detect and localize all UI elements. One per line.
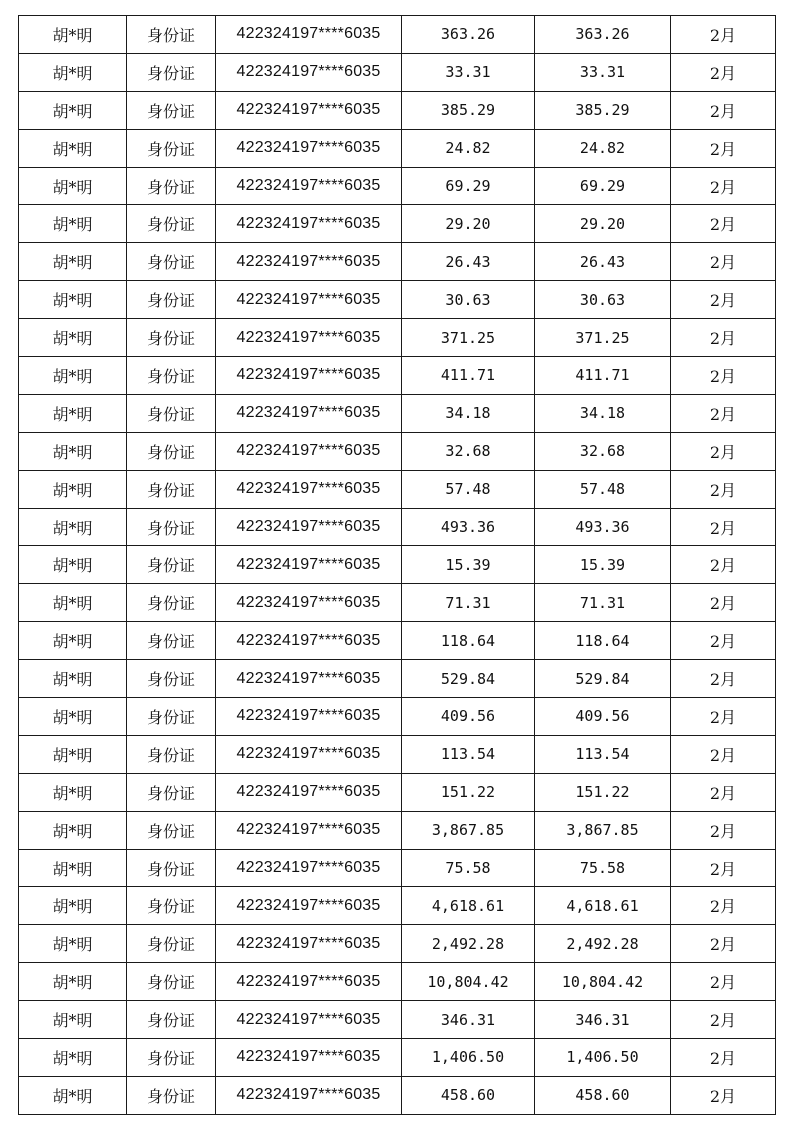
id-type-cell: 身份证	[127, 129, 216, 167]
id-type-cell: 身份证	[127, 357, 216, 395]
table-row	[19, 622, 776, 660]
month-cell: 2月	[671, 53, 776, 91]
month-cell: 2月	[671, 394, 776, 432]
name-cell: 胡*明	[19, 925, 127, 963]
month-cell: 2月	[671, 546, 776, 584]
table-row	[19, 129, 776, 167]
id-type-cell: 身份证	[127, 281, 216, 319]
amount-cell: 458.60	[402, 1076, 535, 1114]
month-cell: 2月	[671, 660, 776, 698]
name-cell: 胡*明	[19, 773, 127, 811]
month-cell: 2月	[671, 1001, 776, 1039]
name-cell: 胡*明	[19, 205, 127, 243]
month-cell: 2月	[671, 470, 776, 508]
amount-paid-cell: 69.29	[535, 167, 671, 205]
id-number-cell: 422324197****6035	[216, 91, 402, 129]
id-number-cell: 422324197****6035	[216, 1076, 402, 1114]
id-type-cell: 身份证	[127, 887, 216, 925]
amount-cell: 346.31	[402, 1001, 535, 1039]
id-number-cell: 422324197****6035	[216, 167, 402, 205]
id-type-cell: 身份证	[127, 925, 216, 963]
month-cell: 2月	[671, 887, 776, 925]
table-row	[19, 698, 776, 736]
id-type-cell: 身份证	[127, 963, 216, 1001]
amount-paid-cell: 363.26	[535, 16, 671, 54]
amount-paid-cell: 32.68	[535, 432, 671, 470]
amount-paid-cell: 409.56	[535, 698, 671, 736]
amount-cell: 1,406.50	[402, 1039, 535, 1077]
table-row	[19, 205, 776, 243]
month-cell: 2月	[671, 773, 776, 811]
name-cell: 胡*明	[19, 167, 127, 205]
id-type-cell: 身份证	[127, 53, 216, 91]
table-row	[19, 357, 776, 395]
name-cell: 胡*明	[19, 243, 127, 281]
amount-cell: 24.82	[402, 129, 535, 167]
amount-cell: 151.22	[402, 773, 535, 811]
name-cell: 胡*明	[19, 281, 127, 319]
amount-paid-cell: 458.60	[535, 1076, 671, 1114]
table-row	[19, 1039, 776, 1077]
amount-cell: 118.64	[402, 622, 535, 660]
amount-cell: 385.29	[402, 91, 535, 129]
id-type-cell: 身份证	[127, 546, 216, 584]
amount-cell: 363.26	[402, 16, 535, 54]
amount-paid-cell: 371.25	[535, 319, 671, 357]
id-type-cell: 身份证	[127, 319, 216, 357]
amount-paid-cell: 151.22	[535, 773, 671, 811]
table-row	[19, 1076, 776, 1114]
amount-paid-cell: 26.43	[535, 243, 671, 281]
month-cell: 2月	[671, 849, 776, 887]
table-row	[19, 1001, 776, 1039]
id-number-cell: 422324197****6035	[216, 129, 402, 167]
id-number-cell: 422324197****6035	[216, 698, 402, 736]
table-row	[19, 887, 776, 925]
table-row	[19, 281, 776, 319]
id-number-cell: 422324197****6035	[216, 281, 402, 319]
month-cell: 2月	[671, 925, 776, 963]
id-number-cell: 422324197****6035	[216, 53, 402, 91]
amount-cell: 411.71	[402, 357, 535, 395]
name-cell: 胡*明	[19, 698, 127, 736]
id-number-cell: 422324197****6035	[216, 432, 402, 470]
id-number-cell: 422324197****6035	[216, 546, 402, 584]
name-cell: 胡*明	[19, 357, 127, 395]
table-row	[19, 925, 776, 963]
month-cell: 2月	[671, 508, 776, 546]
table-row	[19, 243, 776, 281]
amount-cell: 113.54	[402, 735, 535, 773]
name-cell: 胡*明	[19, 735, 127, 773]
amount-paid-cell: 10,804.42	[535, 963, 671, 1001]
id-number-cell: 422324197****6035	[216, 357, 402, 395]
amount-paid-cell: 15.39	[535, 546, 671, 584]
amount-cell: 33.31	[402, 53, 535, 91]
amount-cell: 15.39	[402, 546, 535, 584]
id-type-cell: 身份证	[127, 205, 216, 243]
records-table	[18, 15, 776, 1115]
month-cell: 2月	[671, 622, 776, 660]
amount-cell: 71.31	[402, 584, 535, 622]
amount-cell: 34.18	[402, 394, 535, 432]
amount-cell: 3,867.85	[402, 811, 535, 849]
amount-paid-cell: 529.84	[535, 660, 671, 698]
amount-paid-cell: 29.20	[535, 205, 671, 243]
id-number-cell: 422324197****6035	[216, 243, 402, 281]
id-type-cell: 身份证	[127, 243, 216, 281]
amount-cell: 2,492.28	[402, 925, 535, 963]
name-cell: 胡*明	[19, 1076, 127, 1114]
amount-cell: 75.58	[402, 849, 535, 887]
month-cell: 2月	[671, 735, 776, 773]
id-type-cell: 身份证	[127, 773, 216, 811]
amount-cell: 529.84	[402, 660, 535, 698]
table-row	[19, 470, 776, 508]
id-number-cell: 422324197****6035	[216, 811, 402, 849]
amount-cell: 32.68	[402, 432, 535, 470]
name-cell: 胡*明	[19, 811, 127, 849]
month-cell: 2月	[671, 129, 776, 167]
amount-paid-cell: 411.71	[535, 357, 671, 395]
table-body	[19, 16, 776, 1115]
amount-paid-cell: 71.31	[535, 584, 671, 622]
id-number-cell: 422324197****6035	[216, 1039, 402, 1077]
name-cell: 胡*明	[19, 660, 127, 698]
amount-paid-cell: 2,492.28	[535, 925, 671, 963]
name-cell: 胡*明	[19, 129, 127, 167]
id-type-cell: 身份证	[127, 508, 216, 546]
amount-paid-cell: 24.82	[535, 129, 671, 167]
id-number-cell: 422324197****6035	[216, 773, 402, 811]
amount-paid-cell: 30.63	[535, 281, 671, 319]
amount-paid-cell: 493.36	[535, 508, 671, 546]
table-row	[19, 849, 776, 887]
id-number-cell: 422324197****6035	[216, 1001, 402, 1039]
id-number-cell: 422324197****6035	[216, 394, 402, 432]
name-cell: 胡*明	[19, 963, 127, 1001]
amount-paid-cell: 385.29	[535, 91, 671, 129]
id-number-cell: 422324197****6035	[216, 470, 402, 508]
amount-paid-cell: 33.31	[535, 53, 671, 91]
id-number-cell: 422324197****6035	[216, 205, 402, 243]
month-cell: 2月	[671, 811, 776, 849]
amount-cell: 409.56	[402, 698, 535, 736]
name-cell: 胡*明	[19, 91, 127, 129]
id-number-cell: 422324197****6035	[216, 735, 402, 773]
id-type-cell: 身份证	[127, 849, 216, 887]
table-row	[19, 584, 776, 622]
amount-cell: 30.63	[402, 281, 535, 319]
amount-cell: 69.29	[402, 167, 535, 205]
month-cell: 2月	[671, 698, 776, 736]
month-cell: 2月	[671, 357, 776, 395]
id-type-cell: 身份证	[127, 622, 216, 660]
month-cell: 2月	[671, 432, 776, 470]
id-number-cell: 422324197****6035	[216, 319, 402, 357]
amount-cell: 4,618.61	[402, 887, 535, 925]
id-type-cell: 身份证	[127, 432, 216, 470]
id-type-cell: 身份证	[127, 470, 216, 508]
id-type-cell: 身份证	[127, 16, 216, 54]
table-row	[19, 735, 776, 773]
table-row	[19, 53, 776, 91]
amount-paid-cell: 118.64	[535, 622, 671, 660]
name-cell: 胡*明	[19, 1039, 127, 1077]
name-cell: 胡*明	[19, 508, 127, 546]
month-cell: 2月	[671, 319, 776, 357]
id-number-cell: 422324197****6035	[216, 660, 402, 698]
id-type-cell: 身份证	[127, 394, 216, 432]
id-number-cell: 422324197****6035	[216, 963, 402, 1001]
amount-cell: 26.43	[402, 243, 535, 281]
amount-cell: 29.20	[402, 205, 535, 243]
month-cell: 2月	[671, 281, 776, 319]
amount-cell: 57.48	[402, 470, 535, 508]
amount-cell: 371.25	[402, 319, 535, 357]
id-number-cell: 422324197****6035	[216, 887, 402, 925]
amount-paid-cell: 57.48	[535, 470, 671, 508]
id-type-cell: 身份证	[127, 698, 216, 736]
amount-paid-cell: 4,618.61	[535, 887, 671, 925]
month-cell: 2月	[671, 205, 776, 243]
id-number-cell: 422324197****6035	[216, 925, 402, 963]
id-type-cell: 身份证	[127, 660, 216, 698]
name-cell: 胡*明	[19, 394, 127, 432]
amount-paid-cell: 34.18	[535, 394, 671, 432]
id-number-cell: 422324197****6035	[216, 622, 402, 660]
month-cell: 2月	[671, 1039, 776, 1077]
amount-cell: 10,804.42	[402, 963, 535, 1001]
amount-paid-cell: 1,406.50	[535, 1039, 671, 1077]
name-cell: 胡*明	[19, 546, 127, 584]
name-cell: 胡*明	[19, 16, 127, 54]
name-cell: 胡*明	[19, 432, 127, 470]
table-row	[19, 660, 776, 698]
table-row	[19, 394, 776, 432]
id-number-cell: 422324197****6035	[216, 508, 402, 546]
month-cell: 2月	[671, 1076, 776, 1114]
id-type-cell: 身份证	[127, 1001, 216, 1039]
name-cell: 胡*明	[19, 1001, 127, 1039]
id-number-cell: 422324197****6035	[216, 16, 402, 54]
table-row	[19, 508, 776, 546]
name-cell: 胡*明	[19, 849, 127, 887]
month-cell: 2月	[671, 584, 776, 622]
month-cell: 2月	[671, 91, 776, 129]
table-row	[19, 811, 776, 849]
table-row	[19, 546, 776, 584]
id-type-cell: 身份证	[127, 735, 216, 773]
table-row	[19, 167, 776, 205]
table-row	[19, 963, 776, 1001]
id-type-cell: 身份证	[127, 1039, 216, 1077]
table-row	[19, 16, 776, 54]
amount-cell: 493.36	[402, 508, 535, 546]
amount-paid-cell: 113.54	[535, 735, 671, 773]
month-cell: 2月	[671, 243, 776, 281]
table-row	[19, 91, 776, 129]
month-cell: 2月	[671, 167, 776, 205]
table-row	[19, 432, 776, 470]
name-cell: 胡*明	[19, 584, 127, 622]
month-cell: 2月	[671, 963, 776, 1001]
id-type-cell: 身份证	[127, 811, 216, 849]
table-row	[19, 319, 776, 357]
table-row	[19, 773, 776, 811]
name-cell: 胡*明	[19, 53, 127, 91]
month-cell: 2月	[671, 16, 776, 54]
amount-paid-cell: 346.31	[535, 1001, 671, 1039]
id-number-cell: 422324197****6035	[216, 584, 402, 622]
id-type-cell: 身份证	[127, 584, 216, 622]
id-type-cell: 身份证	[127, 91, 216, 129]
amount-paid-cell: 75.58	[535, 849, 671, 887]
name-cell: 胡*明	[19, 319, 127, 357]
name-cell: 胡*明	[19, 470, 127, 508]
name-cell: 胡*明	[19, 887, 127, 925]
id-type-cell: 身份证	[127, 1076, 216, 1114]
id-type-cell: 身份证	[127, 167, 216, 205]
amount-paid-cell: 3,867.85	[535, 811, 671, 849]
name-cell: 胡*明	[19, 622, 127, 660]
id-number-cell: 422324197****6035	[216, 849, 402, 887]
